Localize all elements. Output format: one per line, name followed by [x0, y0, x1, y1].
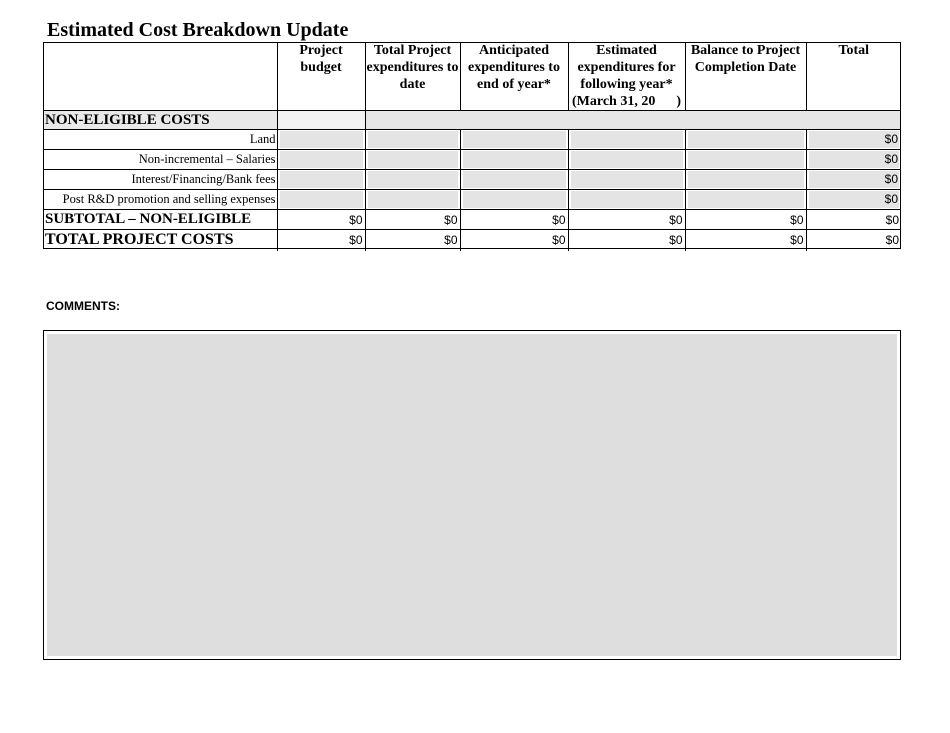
total-total: $0: [885, 233, 899, 248]
table-header-row: [43, 42, 901, 111]
total-budget: $0: [277, 230, 365, 251]
subtotal-row: [43, 210, 901, 230]
interest-to-date-input[interactable]: [365, 170, 460, 190]
header-anticipated-expenditures: Anticipated expenditures to end of year*: [460, 42, 568, 111]
interest-estimated-input[interactable]: [568, 170, 685, 190]
salaries-budget-input[interactable]: [277, 150, 365, 170]
promotion-balance-input[interactable]: [685, 190, 806, 210]
land-estimated-input[interactable]: [568, 130, 685, 150]
land-anticipated-input[interactable]: [460, 130, 568, 150]
subtotal-label: SUBTOTAL – NON-ELIGIBLE: [43, 210, 277, 230]
total-to-date: $0: [365, 230, 460, 251]
section-row-non-eligible: [43, 111, 901, 130]
subtotal-to-date: $0: [365, 210, 460, 230]
salaries-total: $0: [806, 150, 901, 170]
salaries-estimated-input[interactable]: [568, 150, 685, 170]
comments-box: [43, 330, 901, 660]
comments-label: COMMENTS:: [46, 299, 120, 313]
header-corner: [43, 42, 277, 111]
subtotal-budget: $0: [277, 210, 365, 230]
header-total: Total: [838, 43, 870, 58]
subtotal-balance: $0: [685, 210, 806, 230]
header-estimated-expenditures: Estimated expenditures for following year* (March 31, 20 ): [568, 42, 685, 111]
salaries-to-date-input[interactable]: [365, 150, 460, 170]
interest-balance-input[interactable]: [685, 170, 806, 190]
land-to-date-input[interactable]: [365, 130, 460, 150]
promotion-to-date-input[interactable]: [365, 190, 460, 210]
promotion-total: $0: [806, 190, 901, 210]
subtotal-estimated: $0: [568, 210, 685, 230]
interest-anticipated-input[interactable]: [460, 170, 568, 190]
row-label-land: Land: [43, 130, 277, 150]
salaries-balance-input[interactable]: [685, 150, 806, 170]
subtotal-anticipated: $0: [460, 210, 568, 230]
total-estimated: $0: [568, 230, 685, 251]
table-row: [43, 130, 901, 150]
comments-input[interactable]: [47, 334, 897, 656]
table-row: [43, 150, 901, 170]
section-budget-cell: [277, 111, 365, 130]
total-anticipated: $0: [460, 230, 568, 251]
subtotal-total: $0: [806, 210, 901, 230]
page-title: Estimated Cost Breakdown Update: [47, 19, 349, 41]
land-balance-input[interactable]: [685, 130, 806, 150]
promotion-estimated-input[interactable]: [568, 190, 685, 210]
total-row: [43, 230, 901, 251]
table-row: [43, 190, 901, 210]
row-label-interest: Interest/Financing/Bank fees: [43, 170, 277, 190]
salaries-anticipated-input[interactable]: [460, 150, 568, 170]
section-band: [365, 111, 901, 130]
row-label-salaries: Non-incremental – Salaries: [43, 150, 277, 170]
interest-total: $0: [806, 170, 901, 190]
promotion-anticipated-input[interactable]: [460, 190, 568, 210]
land-budget-input[interactable]: [277, 130, 365, 150]
promotion-budget-input[interactable]: [277, 190, 365, 210]
cost-breakdown-table: [43, 42, 901, 251]
table-row: [43, 170, 901, 190]
total-label: TOTAL PROJECT COSTS: [43, 230, 277, 251]
header-project-budget: Project budget: [277, 42, 365, 111]
total-balance: $0: [685, 230, 806, 251]
header-expenditures-to-date: Total Project expenditures to date: [365, 42, 460, 111]
land-total: $0: [806, 130, 901, 150]
interest-budget-input[interactable]: [277, 170, 365, 190]
section-label: NON-ELIGIBLE COSTS: [43, 111, 277, 130]
row-label-promotion: Post R&D promotion and selling expenses: [43, 190, 277, 210]
header-balance-to-completion: Balance to Project Completion Date: [685, 42, 806, 111]
